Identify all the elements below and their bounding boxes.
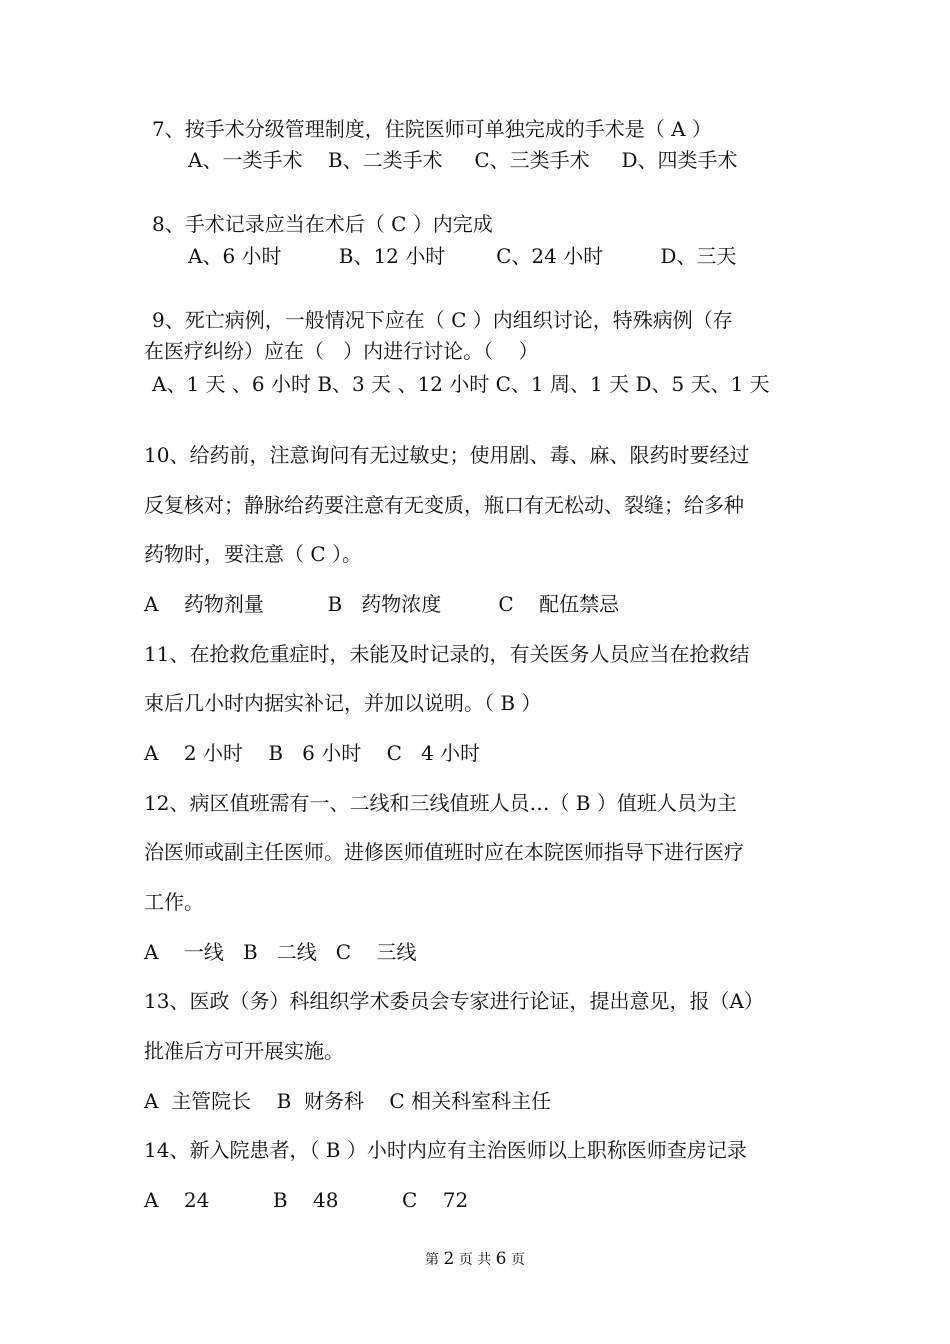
question-9-options: A、1 天 、6 小时 B、3 天 、12 小时 C、1 周、1 天 D、5 天、1 天 [152,372,770,396]
question-10-options: A 药物剂量 B 药物浓度 C 配伍禁忌 [144,592,620,616]
question-11-options: A 2 小时 B 6 小时 C 4 小时 [144,741,481,765]
question-8-stem: 8、手术记录应当在术后（ C ）内完成 [152,212,493,236]
question-13-options: A 主管院长 B 财务科 C 相关科室科主任 [144,1089,552,1113]
question-8-options: A、6 小时 B、12 小时 C、24 小时 D、三天 [188,244,737,268]
question-12-stem-line2: 治医师或副主任医师。进修医师值班时应在本院医师指导下进行医疗 [144,840,744,864]
question-9-stem-line1: 9、死亡病例，一般情况下应在（ C ）内组织讨论，特殊病例（存 [152,308,733,332]
footer-suffix: 页 [510,1252,525,1268]
footer-page-number: 2 [443,1249,455,1269]
question-12-stem-line3: 工作。 [144,890,204,914]
question-10-stem-line3: 药物时，要注意（ C ）。 [144,542,363,566]
question-11-stem-line1: 11、在抢救危重症时，未能及时记录的，有关医务人员应当在抢救结 [144,642,750,666]
question-10-stem-line1: 10、给药前，注意询问有无过敏史；使用剧、毒、麻、限药时要经过 [144,443,750,467]
question-11-stem-line2: 束后几小时内据实补记，并加以说明。（ B ） [144,691,542,715]
footer-middle: 页 共 [458,1252,492,1268]
question-13-stem-line1: 13、医政（务）科组织学术委员会专家进行论证，提出意见，报（A） [144,989,764,1013]
question-7-options: A、一类手术 B、二类手术 C、三类手术 D、四类手术 [188,148,738,172]
question-7-stem: 7、按手术分级管理制度，住院医师可单独完成的手术是（ A ） [152,117,712,141]
question-14-stem: 14、新入院患者，（ B ）小时内应有主治医师以上职称医师查房记录 [144,1138,747,1162]
page-footer [0,1250,950,1269]
footer-total-pages: 6 [495,1249,507,1269]
footer-prefix: 第 [425,1252,440,1268]
question-13-stem-line2: 批准后方可开展实施。 [144,1039,344,1063]
question-14-options: A 24 B 48 C 72 [144,1188,469,1212]
question-9-stem-line2: 在医疗纠纷）应在（ ）内进行讨论。（ ） [144,339,539,363]
question-12-options: A 一线 B 二线 C 三线 [144,940,417,964]
question-12-stem-line1: 12、病区值班需有一、二线和三线值班人员…（ B ）值班人员为主 [144,791,737,815]
question-10-stem-line2: 反复核对；静脉给药要注意有无变质，瓶口有无松动、裂缝；给多种 [144,493,744,517]
